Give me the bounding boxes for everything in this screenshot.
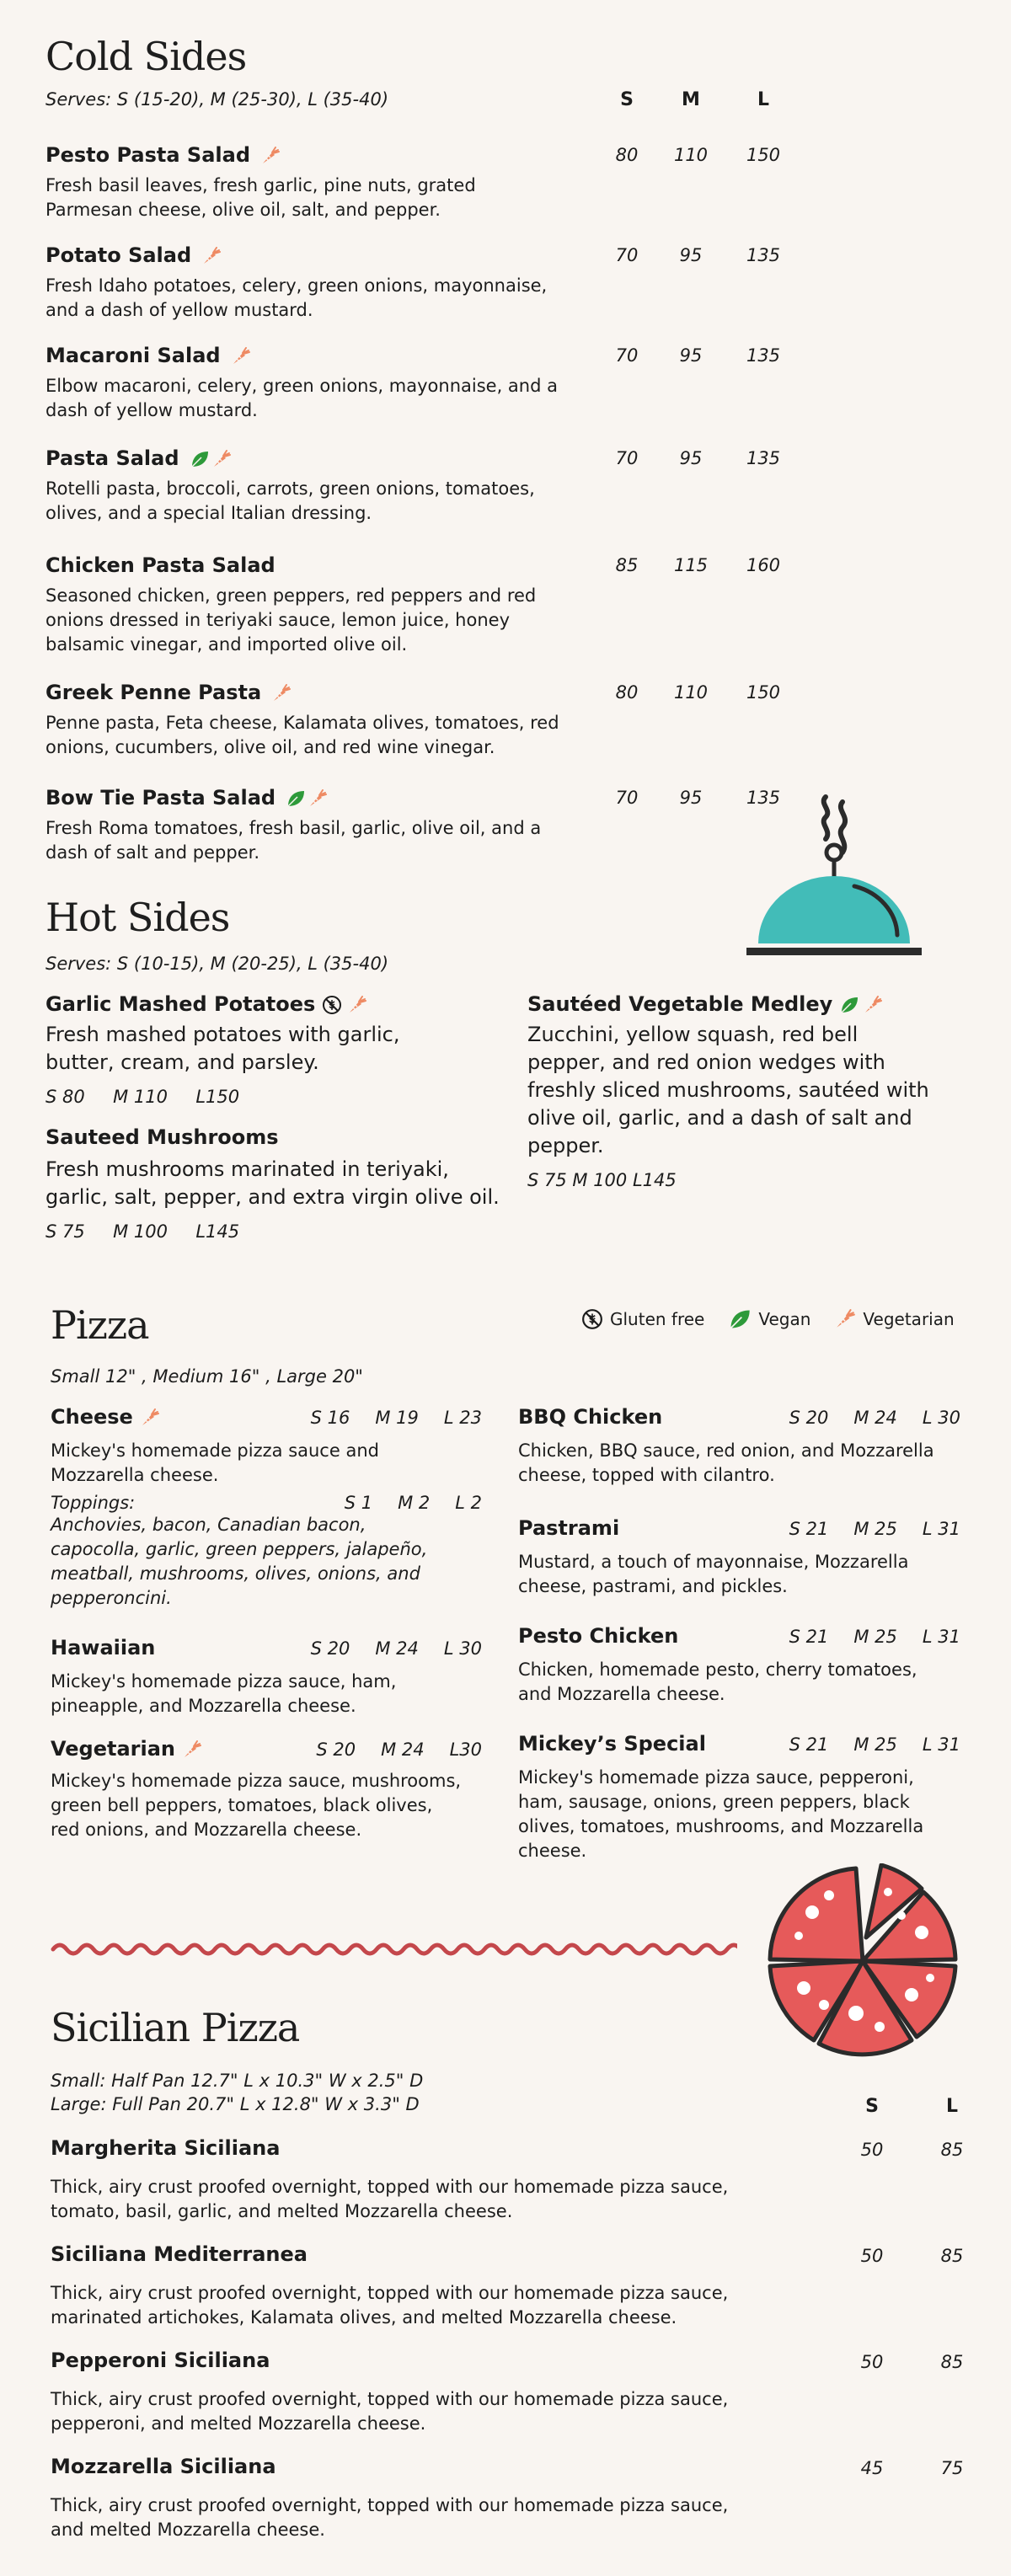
- hot-item-name: Garlic Mashed Potatoes: [45, 992, 500, 1016]
- cold-price-l: 135: [746, 448, 781, 468]
- legend-vegan: Vegan: [758, 1309, 811, 1329]
- vegan-icon: [728, 1307, 752, 1331]
- cold-item: [45, 446, 888, 526]
- pizza-item-name: Pesto Chicken: [518, 1624, 679, 1648]
- cold-item-desc: Fresh Roma tomatoes, fresh basil, garlic, olive oil, and a dash of salt and pepper.: [45, 818, 542, 863]
- pizza-item-desc: Mickey's homemade pizza sauce and Mozzarella cheese.: [51, 1440, 379, 1485]
- cold-price-l: 135: [746, 345, 781, 366]
- pizza-item: [518, 1624, 960, 1707]
- cold-item-name: Pesto Pasta Salad: [45, 143, 888, 167]
- cold-item-name: Chicken Pasta Salad: [45, 553, 275, 577]
- sicilian-item: [51, 2136, 969, 2224]
- toppings-list: Anchovies, bacon, Canadian bacon, capocolla, garlic, green peppers, jalapeño, meatball, mushrooms, olives, onions, and pepperoncini.: [51, 1515, 428, 1608]
- pizza-price-l: L 30: [443, 1638, 482, 1659]
- pizza-item: [518, 1405, 960, 1488]
- sicilian-price-l: 85: [940, 2140, 964, 2160]
- pizza-price-s: S 16: [310, 1408, 350, 1428]
- pizza-item: [51, 1405, 482, 1611]
- pizza-sizes: Small 12" , Medium 16" , Large 20": [51, 1366, 363, 1387]
- sicilian-item: [51, 2349, 969, 2436]
- cold-price-m: 110: [673, 145, 709, 165]
- pizza-item: [51, 1636, 482, 1718]
- gluten-free-icon: [322, 995, 342, 1015]
- pizza-item-desc: Mickey's homemade pizza sauce, ham, pineapple, and Mozzarella cheese.: [51, 1671, 397, 1716]
- pizza-price-l: L 31: [922, 1734, 960, 1755]
- hot-serves: Serves: S (10-15), M (20-25), L (35-40): [45, 954, 389, 974]
- vegetarian-icon: [201, 246, 222, 266]
- cold-item-desc: Seasoned chicken, green peppers, red peppers and red onions dressed in teriyaki sauce, lemon juice, honey balsamic vinegar, and imported olive oil.: [45, 585, 537, 655]
- hot-item: [45, 992, 500, 1107]
- cold-price-s: 70: [615, 448, 639, 468]
- pizza-item-name: Cheese: [51, 1405, 286, 1429]
- sicilian-large-size: Large: Full Pan 20.7" L x 12.8" W x 3.3" D: [51, 2094, 420, 2114]
- cold-price-m: 95: [679, 345, 703, 366]
- cold-item: [45, 143, 888, 222]
- vegetarian-icon: [308, 788, 328, 809]
- wave-divider: [51, 1939, 737, 1959]
- vegetarian-icon: [182, 1740, 202, 1760]
- cold-item-name: Pasta Salad: [45, 446, 888, 470]
- sicilian-item: [51, 2455, 969, 2542]
- pizza-item-desc: Mickey's homemade pizza sauce, mushrooms, green bell peppers, tomatoes, black olives, red onions, and Mozzarella cheese.: [51, 1771, 462, 1840]
- hot-item-desc: Fresh mushrooms marinated in teriyaki, garlic, salt, pepper, and extra virgin olive oil.: [45, 1157, 500, 1209]
- vegetarian-icon: [211, 449, 232, 469]
- cold-item: [45, 344, 888, 423]
- pizza-price-s: S 21: [789, 1519, 829, 1539]
- pizza-price-s: S 21: [789, 1627, 829, 1647]
- sicilian-title: Sicilian Pizza: [51, 2005, 300, 2050]
- pizza-price-s: S 21: [789, 1734, 829, 1755]
- pizza-price-m: M 19: [375, 1408, 419, 1428]
- cold-price-s: 80: [615, 682, 639, 703]
- pizza-price-l: L 31: [922, 1519, 960, 1539]
- vegetarian-icon: [140, 1408, 160, 1428]
- pizza-item-name: Hawaiian: [51, 1636, 156, 1659]
- pizza-item-desc: Mickey's homemade pizza sauce, pepperoni, ham, sausage, onions, green peppers, black olives, tomatoes, mushrooms, and Mozzarella cheese.: [518, 1767, 924, 1861]
- sicilian-item: [51, 2242, 969, 2330]
- sicilian-price-l: 85: [940, 2246, 964, 2266]
- pizza-item-desc: Chicken, homemade pesto, cherry tomatoes, and Mozzarella cheese.: [518, 1659, 917, 1704]
- pizza-title: Pizza: [51, 1302, 149, 1348]
- vegan-icon: [286, 788, 306, 809]
- cold-item-name: Greek Penne Pasta: [45, 681, 888, 704]
- vegetarian-icon: [271, 683, 292, 703]
- sicilian-small-size: Small: Half Pan 12.7" L x 10.3" W x 2.5" D: [51, 2071, 424, 2091]
- hot-item: [527, 992, 982, 1190]
- sicilian-item-desc: Thick, airy crust proofed overnight, topped with our homemade pizza sauce, and melted Mozzarella cheese.: [51, 2495, 729, 2540]
- col-header-s: S: [620, 89, 634, 110]
- vegan-icon: [190, 449, 210, 469]
- cold-item-name: Macaroni Salad: [45, 344, 888, 367]
- sicilian-item-desc: Thick, airy crust proofed overnight, topped with our homemade pizza sauce, pepperoni, and melted Mozzarella cheese.: [51, 2389, 729, 2434]
- cold-price-l: 150: [746, 682, 781, 703]
- cold-price-s: 70: [615, 788, 639, 808]
- toppings-label: Toppings:: [51, 1493, 136, 1513]
- cold-price-s: 85: [615, 555, 639, 575]
- cold-item-desc: Penne pasta, Feta cheese, Kalamata olives, tomatoes, red onions, cucumbers, olive oil, and red wine vinegar.: [45, 713, 559, 757]
- vegetarian-icon: [347, 995, 367, 1015]
- sicilian-col-header-s: S: [865, 2096, 879, 2117]
- pizza-item-name: Pastrami: [518, 1516, 620, 1540]
- pizza-item: [518, 1516, 960, 1599]
- cold-price-m: 115: [673, 555, 709, 575]
- pizza-price-m: M 24: [375, 1638, 419, 1659]
- hot-item-name: Sauteed Mushrooms: [45, 1125, 279, 1149]
- gluten-free-icon: [581, 1308, 603, 1330]
- cold-item-desc: Elbow macaroni, celery, green onions, mayonnaise, and a dash of yellow mustard.: [45, 376, 558, 420]
- cold-price-m: 95: [679, 448, 703, 468]
- sicilian-price-l: 75: [940, 2458, 964, 2478]
- pizza-item-name: BBQ Chicken: [518, 1405, 663, 1429]
- hot-sides-title: Hot Sides: [45, 895, 230, 940]
- sicilian-price-s: 50: [860, 2246, 884, 2266]
- cold-price-m: 110: [673, 682, 709, 703]
- pizza-price-l: L30: [449, 1740, 482, 1760]
- pizza-item: [51, 1737, 482, 1842]
- pizza-price-s: S 20: [316, 1740, 356, 1760]
- cold-sides-title: Cold Sides: [45, 34, 247, 79]
- pizza-price-m: M 24: [381, 1740, 425, 1760]
- cold-item: [45, 681, 888, 760]
- cold-price-l: 135: [746, 788, 781, 808]
- diet-legend: [581, 1307, 955, 1331]
- cold-price-s: 70: [615, 245, 639, 265]
- hot-item-desc: Zucchini, yellow squash, red bell pepper, and red onion wedges with freshly sliced mushrooms, sautéed with olive oil, garlic, and a dash of salt and pepper.: [527, 1023, 929, 1157]
- col-header-l: L: [757, 89, 770, 110]
- pizza-illustration: [767, 1863, 960, 2057]
- cold-price-l: 150: [746, 145, 781, 165]
- sicilian-item-desc: Thick, airy crust proofed overnight, topped with our homemade pizza sauce, marinated artichokes, Kalamata olives, and melted Mozzarella cheese.: [51, 2283, 729, 2327]
- cold-item: [45, 553, 888, 657]
- cold-item: [45, 243, 888, 323]
- vegetarian-icon: [863, 995, 883, 1015]
- legend-gluten-free: Gluten free: [610, 1309, 705, 1329]
- pizza-price-m: M 24: [853, 1408, 897, 1428]
- cloche-illustration: [741, 792, 927, 969]
- vegetarian-icon: [260, 146, 281, 166]
- sicilian-col-header-l: L: [945, 2096, 959, 2117]
- pizza-item-desc: Mustard, a touch of mayonnaise, Mozzarella cheese, pastrami, and pickles.: [518, 1552, 909, 1596]
- hot-item-prices: S 75 M 100 L145: [45, 1221, 240, 1242]
- sicilian-price-s: 45: [860, 2458, 884, 2478]
- sicilian-item-name: Margherita Siciliana: [51, 2136, 281, 2160]
- sicilian-item-name: Mozzarella Siciliana: [51, 2455, 276, 2478]
- pizza-item: [518, 1732, 960, 1863]
- cold-price-m: 95: [679, 788, 703, 808]
- pizza-item-name: Vegetarian: [51, 1737, 291, 1761]
- pizza-price-l: L 31: [922, 1627, 960, 1647]
- sicilian-price-l: 85: [940, 2352, 964, 2372]
- cold-price-l: 160: [746, 555, 781, 575]
- topping-price-m: M 2: [398, 1493, 431, 1513]
- cold-item-desc: Rotelli pasta, broccoli, carrots, green onions, tomatoes, olives, and a special Italian dressing.: [45, 478, 535, 523]
- sicilian-item-desc: Thick, airy crust proofed overnight, topped with our homemade pizza sauce, tomato, basil, garlic, and melted Mozzarella cheese.: [51, 2177, 729, 2221]
- pizza-price-s: S 20: [310, 1638, 350, 1659]
- cold-item-desc: Fresh Idaho potatoes, celery, green onions, mayonnaise, and a dash of yellow mustard.: [45, 275, 548, 320]
- cold-item-name: Potato Salad: [45, 243, 888, 267]
- hot-item-name: Sautéed Vegetable Medley: [527, 992, 982, 1016]
- cold-serves: Serves: S (15-20), M (25-30), L (35-40): [45, 89, 389, 110]
- topping-price-l: L 2: [455, 1493, 482, 1513]
- pizza-price-s: S 20: [789, 1408, 829, 1428]
- cold-price-l: 135: [746, 245, 781, 265]
- pizza-item-desc: Chicken, BBQ sauce, red onion, and Mozzarella cheese, topped with cilantro.: [518, 1440, 934, 1485]
- col-header-m: M: [682, 89, 700, 110]
- pizza-price-m: M 25: [853, 1627, 897, 1647]
- pizza-price-m: M 25: [853, 1519, 897, 1539]
- cold-item-name: Bow Tie Pasta Salad: [45, 786, 888, 810]
- vegetarian-icon: [834, 1308, 856, 1330]
- cold-item-desc: Fresh basil leaves, fresh garlic, pine nuts, grated Parmesan cheese, olive oil, salt, and pepper.: [45, 175, 476, 220]
- sicilian-price-s: 50: [860, 2140, 884, 2160]
- pizza-price-l: L 23: [443, 1408, 482, 1428]
- legend-vegetarian: Vegetarian: [863, 1309, 955, 1329]
- sicilian-item-name: Pepperoni Siciliana: [51, 2349, 270, 2372]
- hot-item: [45, 1125, 517, 1242]
- sicilian-item-name: Siciliana Mediterranea: [51, 2242, 308, 2266]
- pizza-price-l: L 30: [922, 1408, 960, 1428]
- pizza-item-name: Mickey’s Special: [518, 1732, 706, 1756]
- toppings-row: [51, 1493, 482, 1513]
- sicilian-price-s: 50: [860, 2352, 884, 2372]
- hot-item-prices: S 75 M 100 L145: [527, 1170, 677, 1190]
- cold-price-m: 95: [679, 245, 703, 265]
- hot-item-prices: S 80 M 110 L150: [45, 1087, 240, 1107]
- topping-price-s: S 1: [344, 1493, 373, 1513]
- pizza-price-m: M 25: [853, 1734, 897, 1755]
- cold-price-s: 70: [615, 345, 639, 366]
- vegetarian-icon: [231, 346, 251, 366]
- cold-price-s: 80: [615, 145, 639, 165]
- hot-item-desc: Fresh mashed potatoes with garlic, butter, cream, and parsley.: [45, 1023, 400, 1074]
- vegan-icon: [839, 995, 859, 1015]
